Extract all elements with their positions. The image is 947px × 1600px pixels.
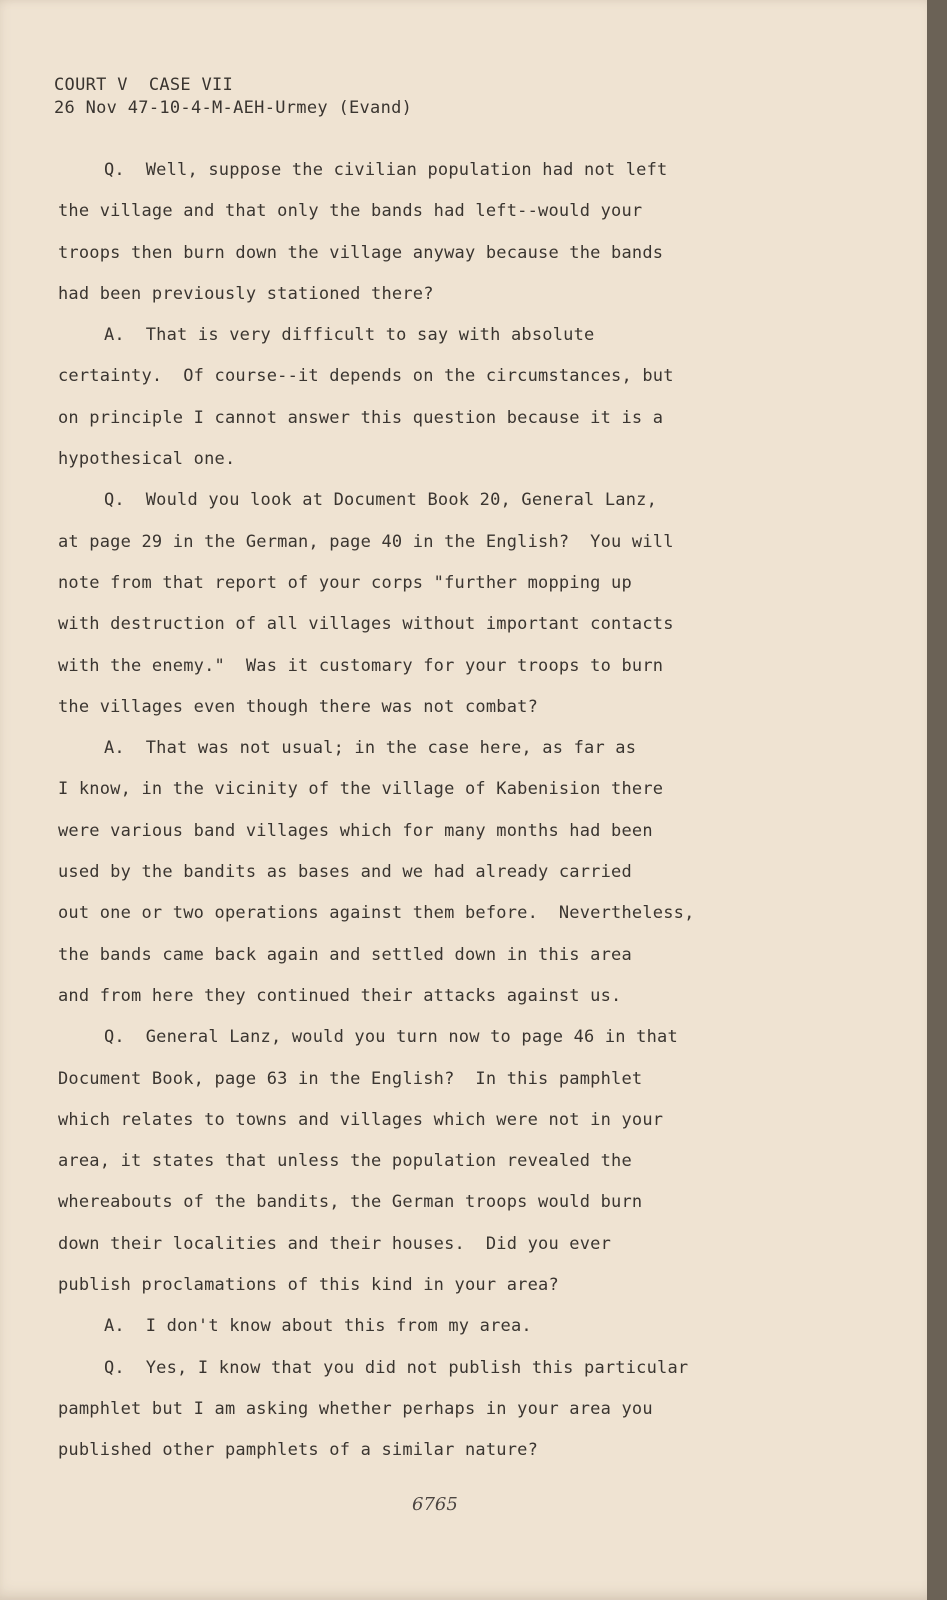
- transcript-line: note from that report of your corps "further mopping up: [58, 572, 632, 593]
- transcript-line: on principle I cannot answer this question because it is a: [58, 407, 664, 428]
- transcript-line: A. That was not usual; in the case here, as far as: [104, 738, 637, 759]
- transcript-line: used by the bandits as bases and we had already carried: [58, 862, 632, 883]
- transcript-line: publish proclamations of this kind in your area?: [58, 1275, 559, 1296]
- page-edge: [927, 0, 937, 1600]
- transcript-line: with the enemy." Was it customary for your troops to burn: [58, 655, 664, 676]
- transcript-line: had been previously stationed there?: [58, 283, 434, 304]
- transcript-line: down their localities and their houses. Did you ever: [58, 1233, 612, 1254]
- transcript-line: Q. Yes, I know that you did not publish this particular: [104, 1357, 689, 1378]
- transcript-line: the bands came back again and settled down in this area: [58, 944, 632, 965]
- transcript-line: the villages even though there was not combat?: [58, 696, 539, 717]
- transcript-line: area, it states that unless the population revealed the: [58, 1151, 632, 1172]
- transcript-line: were various band villages which for many months had been: [58, 820, 653, 841]
- transcript-line: with destruction of all villages without important contacts: [58, 614, 674, 635]
- transcript-line: pamphlet but I am asking whether perhaps in your area you: [58, 1398, 653, 1419]
- transcript-line: which relates to towns and villages which were not in your: [58, 1109, 664, 1130]
- transcript-line: at page 29 in the German, page 40 in the English? You will: [58, 531, 674, 552]
- court-case-label: COURT V CASE VII: [54, 75, 234, 95]
- transcript-body: [58, 150, 818, 1472]
- case-header: [54, 74, 412, 120]
- transcript-line: the village and that only the bands had left--would your: [58, 201, 643, 222]
- transcript-line: published other pamphlets of a similar nature?: [58, 1440, 539, 1461]
- transcript-line: Document Book, page 63 in the English? In this pamphlet: [58, 1068, 643, 1089]
- transcript-line: troops then burn down the village anyway because the bands: [58, 242, 664, 263]
- transcript-line: whereabouts of the bandits, the German troops would burn: [58, 1192, 643, 1213]
- transcript-line: A. I don't know about this from my area.: [104, 1316, 532, 1337]
- transcript-line: out one or two operations against them before. Nevertheless,: [58, 903, 695, 924]
- transcript-line: A. That is very difficult to say with absolute: [104, 325, 595, 346]
- date-reference-line: 26 Nov 47-10-4-M-AEH-Urmey (Evand): [54, 98, 413, 118]
- transcript-line: hypothesical one.: [58, 449, 236, 470]
- transcript-line: Q. Well, suppose the civilian population had not left: [104, 160, 668, 180]
- transcript-line: certainty. Of course--it depends on the circumstances, but: [58, 366, 674, 387]
- transcript-line: Q. Would you look at Document Book 20, General Lanz,: [104, 490, 658, 511]
- transcript-line: Q. General Lanz, would you turn now to page 46 in that: [104, 1027, 678, 1048]
- transcript-line: and from here they continued their attacks against us.: [58, 985, 622, 1006]
- page-number: 6765: [412, 1494, 458, 1515]
- transcript-line: I know, in the vicinity of the village of Kabenision there: [58, 779, 664, 800]
